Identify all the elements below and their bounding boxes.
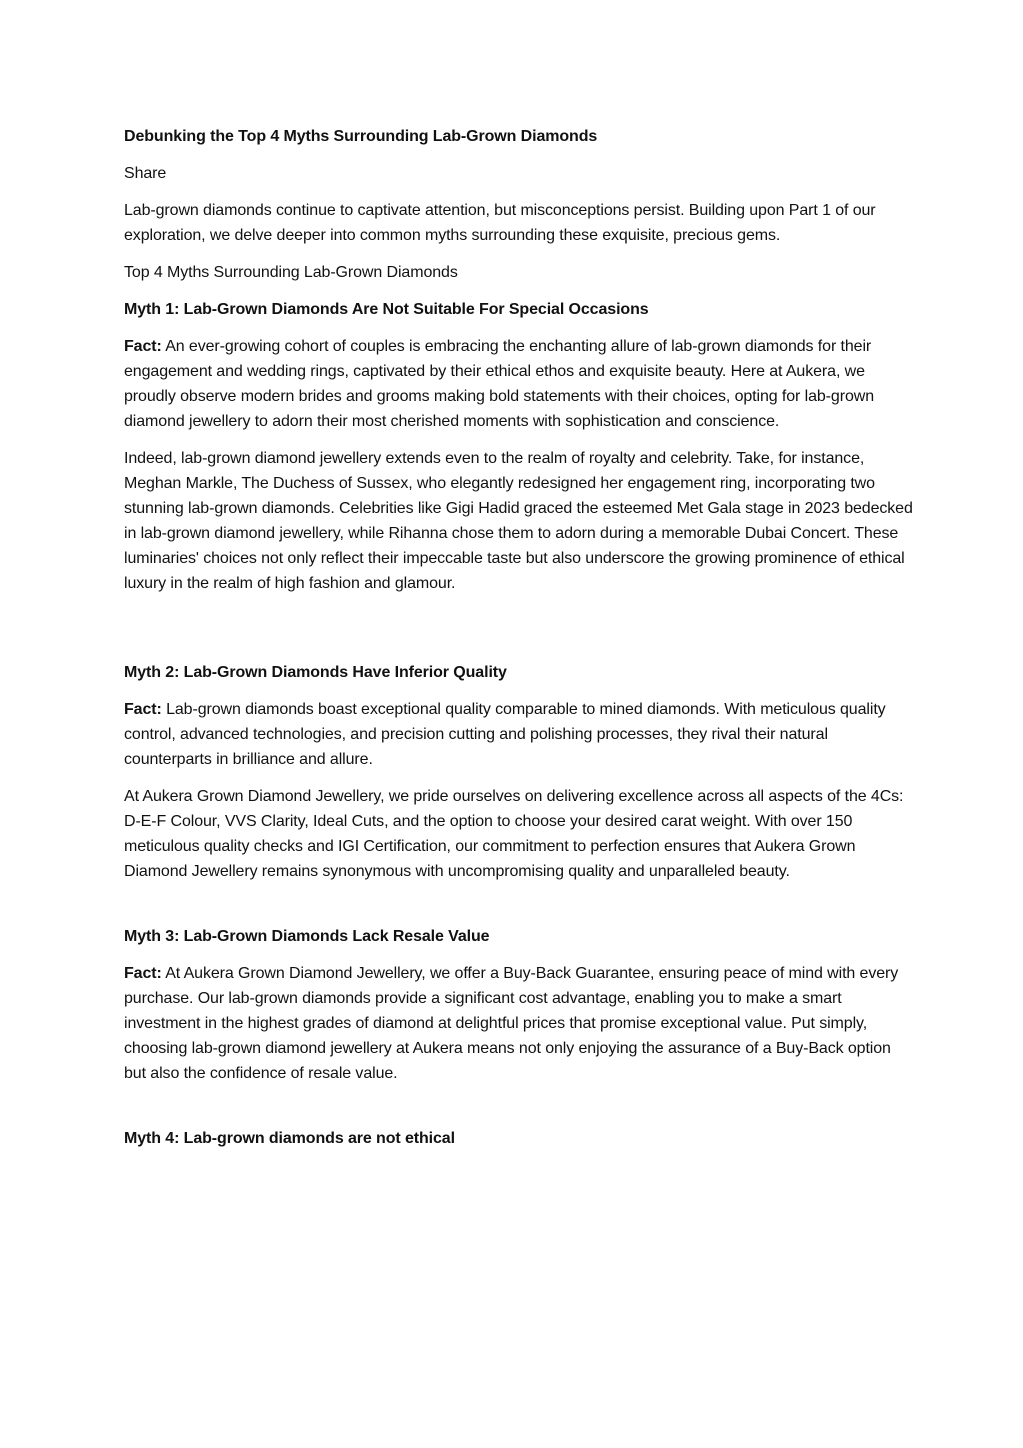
myth1-fact-text: An ever-growing cohort of couples is embracing the enchanting allure of lab-grown diamonds for their engagement and wedding rings, captivated by their ethical ethos and exquisite beauty. Here at Aukera, we proudly observe modern brides and grooms making bold statements with their choices, opting for lab-grown diamond jewellery to adorn their most cherished moments with sophistication and conscience. xyxy=(124,338,874,430)
myth2-fact xyxy=(124,697,914,772)
myth3-heading: Myth 3: Lab-Grown Diamonds Lack Resale Value xyxy=(124,928,490,945)
myth3-fact xyxy=(124,961,914,1086)
myth2-fact-text: Lab-grown diamonds boast exceptional quality comparable to mined diamonds. With meticulous quality control, advanced technologies, and precision cutting and polishing processes, they rival their natural counterparts in brilliance and allure. xyxy=(124,701,886,768)
fact-label: Fact: xyxy=(124,965,162,982)
myth2-paragraph: At Aukera Grown Diamond Jewellery, we pride ourselves on delivering excellence across all aspects of the 4Cs: D-E-F Colour, VVS Clarity, Ideal Cuts, and the option to choose your desired carat weight. With over 150 meticulous quality checks and IGI Certification, our commitment to perfection ensures that Aukera Grown Diamond Jewellery remains synonymous with uncompromising quality and unparalleled beauty. xyxy=(124,788,904,880)
intro-paragraph: Lab-grown diamonds continue to captivate attention, but misconceptions persist. Building upon Part 1 of our exploration, we delve deeper into common myths surrounding these exquisite, precious gems. xyxy=(124,202,876,244)
myth1-heading: Myth 1: Lab-Grown Diamonds Are Not Suitable For Special Occasions xyxy=(124,301,649,318)
myth1-fact xyxy=(124,334,914,434)
myth1-paragraph: Indeed, lab-grown diamond jewellery extends even to the realm of royalty and celebrity. Take, for instance, Meghan Markle, The Duchess of Sussex, who elegantly redesigned her engagement ring, incorporating two stunning lab-grown diamonds. Celebrities like Gigi Hadid graced the esteemed Met Gala stage in 2023 bedecked in lab-grown diamond jewellery, while Rihanna chose them to adorn during a memorable Dubai Concert. These luminaries' choices not only reflect their impeccable taste but also underscore the growing prominence of ethical luxury in the realm of high fashion and glamour. xyxy=(124,450,913,592)
subtitle: Top 4 Myths Surrounding Lab-Grown Diamonds xyxy=(124,264,458,281)
document-title: Debunking the Top 4 Myths Surrounding Lab-Grown Diamonds xyxy=(124,128,598,145)
fact-label: Fact: xyxy=(124,338,162,355)
fact-label: Fact: xyxy=(124,701,162,718)
myth3-fact-text: At Aukera Grown Diamond Jewellery, we offer a Buy-Back Guarantee, ensuring peace of mind with every purchase. Our lab-grown diamonds provide a significant cost advantage, enabling you to make a smart investment in the highest grades of diamond at delightful prices that promise exceptional value. Put simply, choosing lab-grown diamond jewellery at Aukera means not only enjoying the assurance of a Buy-Back option but also the confidence of resale value. xyxy=(124,965,899,1082)
myth2-heading: Myth 2: Lab-Grown Diamonds Have Inferior Quality xyxy=(124,664,507,681)
myth4-heading: Myth 4: Lab-grown diamonds are not ethical xyxy=(124,1130,455,1147)
document-page xyxy=(124,124,914,1163)
share-link[interactable]: Share xyxy=(124,165,167,182)
